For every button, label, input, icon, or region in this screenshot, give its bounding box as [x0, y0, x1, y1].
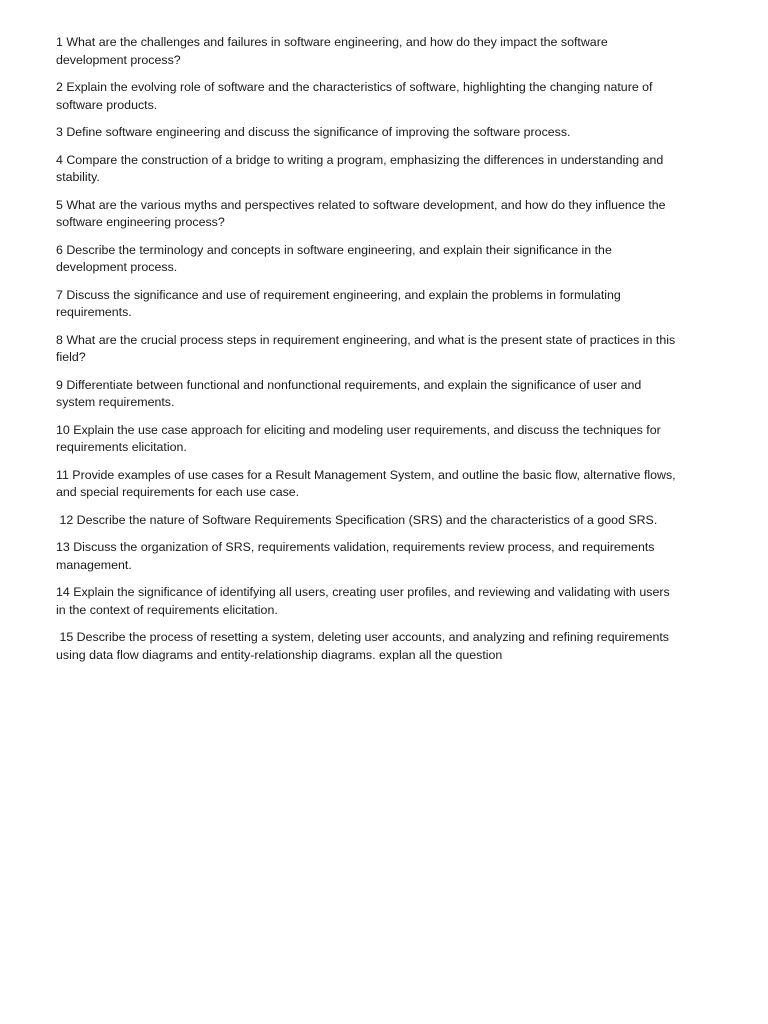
question-1: 1 What are the challenges and failures in software engineering, and how do they impact the software development process?: [56, 35, 612, 67]
question-15: 15 Describe the process of resetting a system, deleting user accounts, and analyzing and refining requirements using data flow diagrams and entity-relationship diagrams. explan all the question: [56, 630, 673, 662]
question-11: 11 Provide examples of use cases for a Result Management System, and outline the basic flow, alternative flows, and special requirements for each use case.: [56, 467, 680, 499]
question-7: 7 Discuss the significance and use of requirement engineering, and explain the problems in formulating requirements.: [56, 287, 625, 319]
question-12: 12 Describe the nature of Software Requirements Specification (SRS) and the characteristics of a good SRS.: [56, 512, 658, 527]
question-10: 10 Explain the use case approach for eliciting and modeling user requirements, and discuss the techniques for requirements elicitation.: [56, 422, 665, 454]
question-14: 14 Explain the significance of identifying all users, creating user profiles, and reviewing and validating with users in the context of requirements elicitation.: [56, 585, 674, 617]
question-2: 2 Explain the evolving role of software and the characteristics of software, highlighting the changing nature of software products.: [56, 80, 656, 112]
question-4: 4 Compare the construction of a bridge to writing a program, emphasizing the differences in understanding and stability.: [56, 152, 667, 184]
question-6: 6 Describe the terminology and concepts in software engineering, and explain their significance in the development process.: [56, 242, 616, 274]
question-3: 3 Define software engineering and discuss the significance of improving the software process.: [56, 125, 571, 139]
question-8: 8 What are the crucial process steps in requirement engineering, and what is the present state of practices in this field?: [56, 332, 679, 364]
question-13: 13 Discuss the organization of SRS, requirements validation, requirements review process, and requirements management.: [56, 540, 658, 572]
question-9: 9 Differentiate between functional and nonfunctional requirements, and explain the significance of user and system requirements.: [56, 377, 645, 409]
question-list: [56, 34, 678, 664]
question-5: 5 What are the various myths and perspectives related to software development, and how do they influence the software engineering process?: [56, 197, 670, 229]
